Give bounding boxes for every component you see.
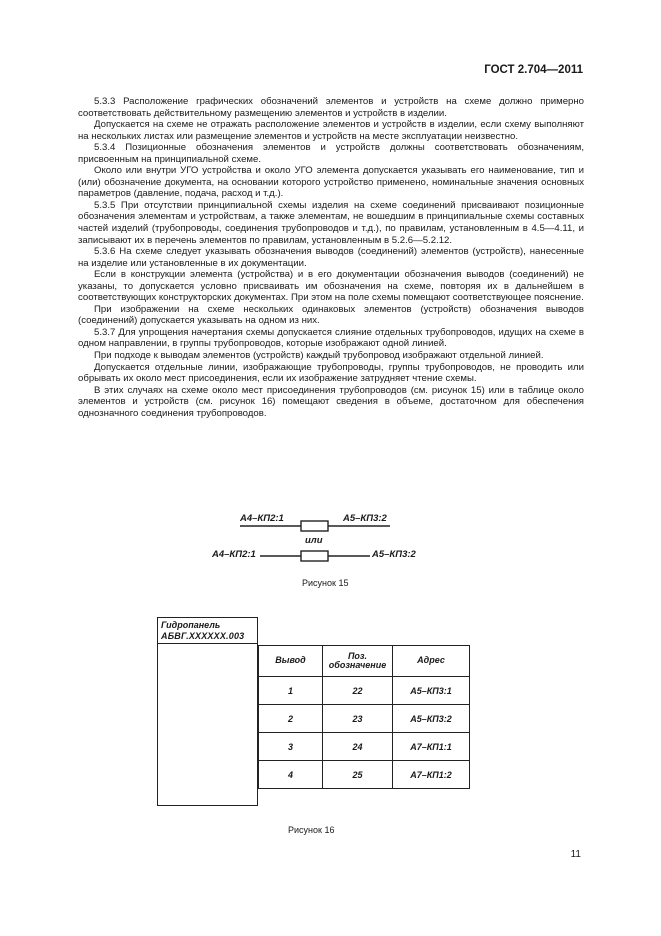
- panel-title-code: АБВГ.XXXXXX.003: [161, 631, 245, 641]
- panel-title: [158, 618, 257, 644]
- pipe-element: [301, 551, 328, 561]
- header-cell: Вывод: [259, 646, 323, 677]
- table-cell: 3: [259, 733, 323, 761]
- paragraph: 5.3.4 Позиционные обозначения элементов и устройств должны соответствовать обозначениям, присвоенным на принципиальной схеме.: [78, 142, 584, 165]
- header-cell: Поз. обозначение: [323, 646, 393, 677]
- table-cell: A5–КП3:2: [393, 705, 470, 733]
- pipe-element: [301, 521, 328, 531]
- table-cell: 22: [323, 677, 393, 705]
- paragraph: Допускается на схеме не отражать расположение элементов и устройств в изделии, если схему выполняют на нескольких листах или размещение элементов и устройств на месте эксплуатации неизвестно.: [78, 119, 584, 142]
- table-row: [259, 705, 470, 733]
- table-cell: 1: [259, 677, 323, 705]
- table-cell: A7–КП1:1: [393, 733, 470, 761]
- paragraph: 5.3.6 На схеме следует указывать обозначения выводов (соединений) элементов (устройств), нанесенные на изделие или установленные в их документации.: [78, 246, 584, 269]
- paragraph: Около или внутри УГО устройства и около УГО элемента допускается указывать его наименование, тип и (или) обозначение документа, на основании которого устройство применено, номинальные значения основных параметров (давление, подача, расход и т.д.).: [78, 165, 584, 200]
- document-code: ГОСТ 2.704—2011: [484, 64, 583, 76]
- header-cell: Адрес: [393, 646, 470, 677]
- figure-15-caption: Рисунок 15: [302, 578, 349, 588]
- table-cell: A7–КП1:2: [393, 761, 470, 789]
- figure-16-caption: Рисунок 16: [288, 825, 335, 835]
- fig15-bottom-right-label: A5–КП3:2: [372, 549, 416, 560]
- paragraph: Если в конструкции элемента (устройства) и в его документации обозначения выводов (соединений) не указаны, то допускается условно присваивать им обозначения на схеме, повторяя их в дальнейшем в соответствующих конструкторских документах. При этом на поле схемы помещают соответствующее пояснение.: [78, 269, 584, 304]
- paragraph: В этих случаях на схеме около мест присоединения трубопроводов (см. рисунок 15) или в таблице около элементов и устройств (см. рисунок 16) помещают сведения в объеме, достаточном для обеспечения однозначного соединения трубопроводов.: [78, 384, 584, 419]
- fig15-top-left-label: A4–КП2:1: [240, 513, 284, 524]
- table-header-row: [259, 646, 470, 677]
- paragraph: 5.3.3 Расположение графических обозначений элементов и устройств на схеме должно примерно соответствовать действительному размещению элементов и устройств в изделии.: [78, 96, 584, 119]
- paragraph: При изображении на схеме нескольких одинаковых элементов (устройств) обозначения выводов (соединений) допускается указывать на одном из них.: [78, 303, 584, 327]
- table-row: [259, 677, 470, 705]
- table-cell: 2: [259, 705, 323, 733]
- table-cell: A5–КП3:1: [393, 677, 470, 705]
- paragraph: 5.3.7 Для упрощения начертания схемы допускается слияние отдельных трубопроводов, идущих на схеме в одном направлении, в группы трубопроводов, которые изображают одной линией.: [78, 326, 584, 350]
- fig15-bottom-left-label: A4–КП2:1: [212, 549, 256, 560]
- table-cell: 23: [323, 705, 393, 733]
- table-row: [259, 733, 470, 761]
- panel-title-name: Гидропанель: [161, 620, 221, 630]
- hydropanel-block: [157, 617, 258, 806]
- table-row: [259, 761, 470, 789]
- paragraph: При подходе к выводам элементов (устройств) каждый трубопровод изображают отдельной линией.: [94, 350, 544, 362]
- table-cell: 25: [323, 761, 393, 789]
- paragraph: 5.3.5 При отсутствии принципиальной схемы изделия на схеме соединений присваивают позиционные обозначения элементам и устройствам, а также элементам, не вошедшим в принципиальные схемы составных частей изделий (трубопроводы, соединения трубопроводов и т.д.), по правилам, установленным в 4.5—4.11, и записывают их в перечень элементов по правилам, установленным в 5.2.6—5.2.12.: [78, 199, 584, 246]
- table-cell: 24: [323, 733, 393, 761]
- table-cell: 4: [259, 761, 323, 789]
- fig15-top-right-label: A5–КП3:2: [343, 513, 387, 524]
- connection-table: [258, 645, 470, 789]
- fig15-middle-label: или: [305, 535, 323, 546]
- page-number: 11: [570, 849, 581, 860]
- paragraph: Допускается отдельные линии, изображающие трубопроводы, группы трубопроводов, не проводить или обрывать их около мест присоединения, если их изображение затрудняет чтение схемы.: [78, 361, 584, 385]
